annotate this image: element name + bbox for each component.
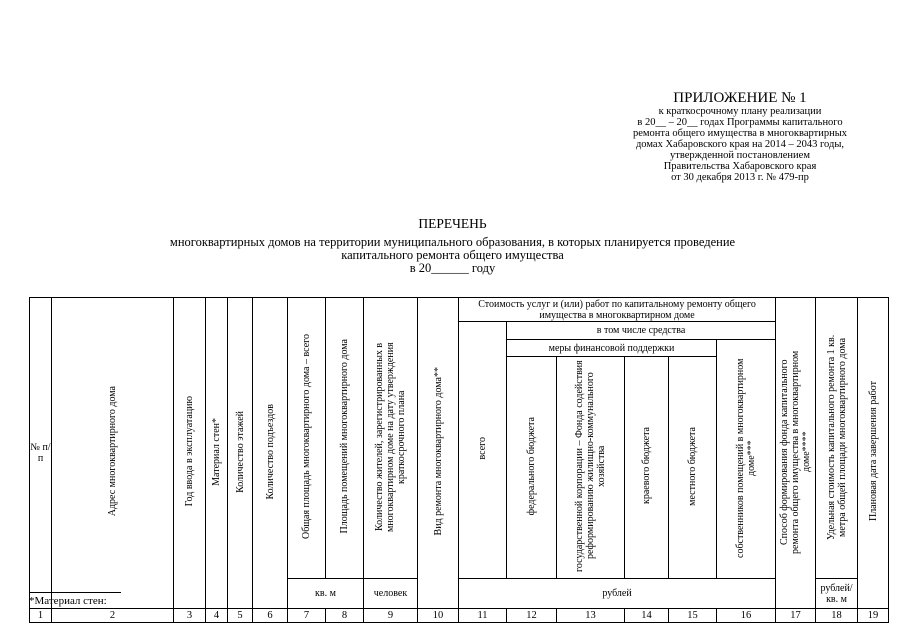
header-plan-date-label: Плановая дата завершения работ: [867, 381, 879, 522]
header-repair-type: [418, 298, 459, 609]
document-subtitle: [40, 236, 865, 275]
unit-rub-sqm: рублей/ кв. м: [816, 579, 858, 609]
header-address: [52, 298, 174, 609]
column-number: 13: [557, 609, 625, 623]
header-unit-cost-label: Удельная стоимость капитального ремонта 1 кв. метра общей площади многоквартирного дома: [825, 333, 848, 540]
header-wall: [206, 298, 228, 609]
column-number: 6: [253, 609, 288, 623]
appendix-line: домах Хабаровского края на 2014 – 2043 годы,: [635, 139, 845, 150]
subtitle-line: в 20______ году: [409, 261, 496, 275]
column-number: 5: [228, 609, 253, 623]
header-address-label: Адрес многоквартирного дома: [107, 386, 118, 517]
column-number: 17: [776, 609, 816, 623]
header-corp-label: государственной корпорации – Фонда содействия реформированию жилищно-коммунального хозяйства: [574, 360, 607, 572]
header-total-label: всего: [477, 437, 488, 460]
subtitle-line: многоквартирных домов на территории муниципального образования, в которых планируется проведение: [169, 235, 736, 249]
header-regional-label: краевого бюджета: [641, 427, 652, 505]
header-year-label: Год ввода в эксплуатацию: [184, 396, 195, 507]
header-regional: [625, 357, 669, 579]
header-corp: [557, 357, 625, 579]
header-local: [669, 357, 717, 579]
unit-rub: рублей: [459, 579, 776, 609]
header-total: [459, 322, 507, 579]
header-wall-label: Материал стен*: [211, 417, 222, 486]
header-plan-date: [858, 298, 889, 609]
appendix-line: в 20__ – 20__ годах Программы капитального: [637, 117, 843, 128]
column-number: 3: [174, 609, 206, 623]
header-area-total: [288, 298, 326, 579]
header-federal-label: федерального бюджета: [526, 416, 537, 516]
header-year: [174, 298, 206, 609]
header-fund-method-label: Способ формирования фонда капитального ремонта общего имущества в многоквартирном доме****: [779, 349, 813, 554]
appendix-heading: ПРИЛОЖЕНИЕ № 1: [673, 90, 807, 106]
header-area-rooms-label: Площадь помещений многоквартирного дома: [339, 339, 350, 534]
column-number: 19: [858, 609, 889, 623]
header-unit-cost: [816, 298, 858, 579]
header-federal: [507, 357, 557, 579]
header-incl-funds: в том числе средства: [507, 322, 776, 340]
header-fund-method: [776, 298, 816, 609]
footnote-separator: [29, 592, 121, 593]
column-number: 11: [459, 609, 507, 623]
header-repair-type-label: Вид ремонта многоквартирного дома**: [432, 367, 444, 536]
column-number: 10: [418, 609, 459, 623]
column-number: 12: [507, 609, 557, 623]
column-number: 7: [288, 609, 326, 623]
header-area-total-label: Общая площадь многоквартирного дома – всего: [301, 334, 312, 539]
column-number: 9: [364, 609, 418, 623]
appendix-line: Правительства Хабаровского края: [663, 161, 817, 172]
document-title: ПЕРЕЧЕНЬ: [418, 216, 487, 231]
column-number-row: [30, 609, 889, 623]
header-owners: [717, 340, 776, 579]
column-number: 8: [326, 609, 364, 623]
header-local-label: местного бюджета: [687, 426, 698, 506]
unit-sqm: кв. м: [288, 579, 364, 609]
appendix-line: ремонта общего имущества в многоквартирных: [632, 128, 848, 139]
header-support-measures: меры финансовой поддержки: [507, 340, 717, 357]
column-number: 14: [625, 609, 669, 623]
houses-table: [29, 297, 889, 623]
column-number: 15: [669, 609, 717, 623]
header-cost: Стоимость услуг и (или) работ по капитальному ремонту общего имущества в многоквартирном доме: [459, 298, 776, 322]
header-residents: [364, 298, 418, 579]
appendix-line: от 30 декабря 2013 г. № 479-пр: [671, 172, 809, 183]
header-no: № п/п: [30, 298, 52, 609]
unit-people: человек: [364, 579, 418, 609]
appendix-line: утвержденной постановлением: [670, 150, 810, 161]
header-floors-label: Количество этажей: [234, 410, 246, 493]
appendix-block: [600, 90, 880, 183]
column-number: 16: [717, 609, 776, 623]
column-number: 2: [52, 609, 174, 623]
subtitle-line: капитального ремонта общего имущества: [341, 248, 564, 262]
appendix-line: к краткосрочному плану реализации: [658, 106, 822, 117]
header-owners-label: собственников помещений в многоквартирном доме***: [735, 357, 758, 558]
header-entrances: [253, 298, 288, 609]
footnote: *Материал стен:: [29, 595, 107, 607]
header-entrances-label: Количество подъездов: [264, 403, 276, 500]
header-floors: [228, 298, 253, 609]
column-number: 18: [816, 609, 858, 623]
column-number: 4: [206, 609, 228, 623]
header-area-rooms: [326, 298, 364, 579]
column-number: 1: [30, 609, 52, 623]
header-residents-label: Количество жителей, зарегистрированных в многоквартирном доме на дату утверждения краткосрочного плана: [374, 341, 407, 532]
